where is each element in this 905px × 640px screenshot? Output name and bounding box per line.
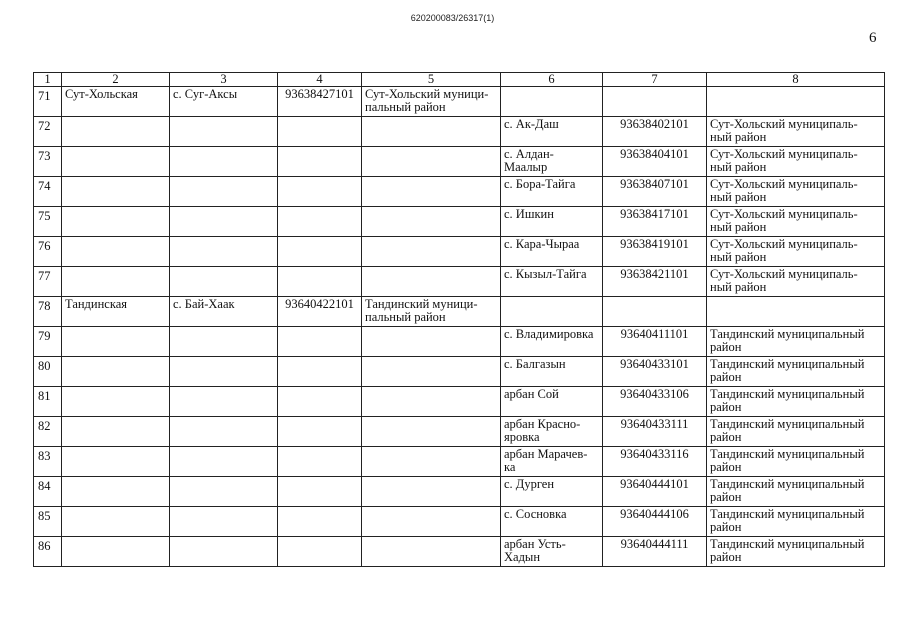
table-cell: 93638402101 [603, 117, 707, 147]
table-cell: Тандинский муниципальный район [707, 357, 885, 387]
table-cell [278, 207, 362, 237]
table-cell [603, 87, 707, 117]
table-cell: 77 [34, 267, 62, 297]
table-cell [362, 327, 501, 357]
table-cell: 72 [34, 117, 62, 147]
table-cell [170, 417, 278, 447]
table-row [34, 387, 885, 417]
table-cell: арбан Марачев- ка [501, 447, 603, 477]
table-row [34, 477, 885, 507]
table-cell [362, 387, 501, 417]
table-cell [62, 237, 170, 267]
table-cell [62, 387, 170, 417]
table-row [34, 177, 885, 207]
table-row [34, 327, 885, 357]
table-cell [278, 357, 362, 387]
table-cell: с. Алдан- Маалыр [501, 147, 603, 177]
table-cell [362, 357, 501, 387]
table-cell [707, 87, 885, 117]
table-cell [501, 87, 603, 117]
table-cell [170, 357, 278, 387]
table-cell: 93638421101 [603, 267, 707, 297]
table-cell: 93640433101 [603, 357, 707, 387]
table-cell [62, 537, 170, 567]
table-cell: Сут-Хольский муници- пальный район [362, 87, 501, 117]
table-row [34, 507, 885, 537]
table-cell [62, 357, 170, 387]
table-cell: 93640422101 [278, 297, 362, 327]
column-header: 8 [707, 73, 885, 87]
column-header: 7 [603, 73, 707, 87]
table-row [34, 417, 885, 447]
table-cell: 71 [34, 87, 62, 117]
table-cell: с. Ишкин [501, 207, 603, 237]
table-cell [501, 297, 603, 327]
table-cell [170, 447, 278, 477]
table-cell: 93638419101 [603, 237, 707, 267]
table-cell [603, 297, 707, 327]
table-cell [62, 267, 170, 297]
table-cell: 93638407101 [603, 177, 707, 207]
document-id: 620200083/26317(1) [410, 13, 495, 23]
table-cell [170, 117, 278, 147]
column-header: 3 [170, 73, 278, 87]
table-cell: с. Владимировка [501, 327, 603, 357]
table-cell: с. Бай-Хаак [170, 297, 278, 327]
table-cell [362, 207, 501, 237]
table-row [34, 537, 885, 567]
table-cell [170, 507, 278, 537]
table-cell: 93640433111 [603, 417, 707, 447]
table-cell: Тандинский муниципальный район [707, 417, 885, 447]
table-cell: Сут-Хольский муниципаль- ный район [707, 147, 885, 177]
table-cell: 78 [34, 297, 62, 327]
table-row [34, 237, 885, 267]
table-cell: 93640433106 [603, 387, 707, 417]
table-cell: Сут-Хольский муниципаль- ный район [707, 117, 885, 147]
table-row [34, 357, 885, 387]
table-cell: Тандинский муниципальный район [707, 387, 885, 417]
table-cell [62, 327, 170, 357]
table-cell [170, 327, 278, 357]
table-cell [278, 267, 362, 297]
table-cell [170, 147, 278, 177]
table-row [34, 447, 885, 477]
table-cell: 84 [34, 477, 62, 507]
table-cell [278, 327, 362, 357]
table-cell: с. Бора-Тайга [501, 177, 603, 207]
table-cell [278, 507, 362, 537]
table-cell: с. Дурген [501, 477, 603, 507]
table-cell: 93640444106 [603, 507, 707, 537]
table-cell [170, 177, 278, 207]
table-cell: Тандинский муниципальный район [707, 327, 885, 357]
table-cell: Сут-Хольская [62, 87, 170, 117]
table-row [34, 117, 885, 147]
table-cell [362, 447, 501, 477]
table-cell: с. Ак-Даш [501, 117, 603, 147]
table-cell [62, 207, 170, 237]
table-cell: арбан Усть- Хадын [501, 537, 603, 567]
table-cell: 82 [34, 417, 62, 447]
table-cell [62, 117, 170, 147]
column-header: 5 [362, 73, 501, 87]
table-cell [362, 537, 501, 567]
table-cell: Тандинский муници- пальный район [362, 297, 501, 327]
table-cell [170, 537, 278, 567]
table-cell: с. Суг-Аксы [170, 87, 278, 117]
column-header: 4 [278, 73, 362, 87]
table-cell [170, 237, 278, 267]
table-cell: 83 [34, 447, 62, 477]
table-cell: Сут-Хольский муниципаль- ный район [707, 207, 885, 237]
table-cell [62, 447, 170, 477]
table-cell [362, 147, 501, 177]
table-cell [362, 177, 501, 207]
table-cell: 93640411101 [603, 327, 707, 357]
table-cell: с. Кара-Чыраа [501, 237, 603, 267]
table-header-row [34, 73, 885, 87]
table-cell [170, 207, 278, 237]
table-cell: Тандинский муниципальный район [707, 507, 885, 537]
table-cell [362, 477, 501, 507]
table-cell: 79 [34, 327, 62, 357]
table-row [34, 147, 885, 177]
page-number: 6 [869, 30, 877, 46]
table-cell: 93640444111 [603, 537, 707, 567]
table-cell: Тандинская [62, 297, 170, 327]
column-header: 6 [501, 73, 603, 87]
table-cell: 73 [34, 147, 62, 177]
table-cell [170, 477, 278, 507]
table-cell: 80 [34, 357, 62, 387]
table-cell: арбан Сой [501, 387, 603, 417]
table-cell [278, 447, 362, 477]
table-cell: 81 [34, 387, 62, 417]
table-cell [278, 237, 362, 267]
table-cell: арбан Красно- яровка [501, 417, 603, 447]
table-cell [362, 117, 501, 147]
table-cell: 86 [34, 537, 62, 567]
table-cell [278, 147, 362, 177]
table-cell [278, 387, 362, 417]
table-cell: 76 [34, 237, 62, 267]
table-cell [62, 177, 170, 207]
table-cell: 93640433116 [603, 447, 707, 477]
table-cell: 93638427101 [278, 87, 362, 117]
table-cell: 93640444101 [603, 477, 707, 507]
table-cell [362, 267, 501, 297]
table-cell [170, 387, 278, 417]
table-cell: Тандинский муниципальный район [707, 477, 885, 507]
table-cell [278, 417, 362, 447]
table-row [34, 267, 885, 297]
column-header: 1 [34, 73, 62, 87]
table-cell [278, 117, 362, 147]
table-cell: Тандинский муниципальный район [707, 447, 885, 477]
table-cell [707, 297, 885, 327]
table-cell: 75 [34, 207, 62, 237]
table-cell: Тандинский муниципальный район [707, 537, 885, 567]
registry-table [33, 72, 885, 567]
table-cell: 93638417101 [603, 207, 707, 237]
table-cell: с. Балгазын [501, 357, 603, 387]
table-cell: Сут-Хольский муниципаль- ный район [707, 267, 885, 297]
table-cell: Сут-Хольский муниципаль- ный район [707, 237, 885, 267]
table-cell [62, 507, 170, 537]
column-header: 2 [62, 73, 170, 87]
table-cell: Сут-Хольский муниципаль- ный район [707, 177, 885, 207]
table-cell [62, 477, 170, 507]
table-cell: 74 [34, 177, 62, 207]
table-cell [278, 537, 362, 567]
table-cell [278, 177, 362, 207]
table-cell [170, 267, 278, 297]
table-cell [362, 507, 501, 537]
table-cell [62, 417, 170, 447]
table-cell: 93638404101 [603, 147, 707, 177]
table-row [34, 297, 885, 327]
table-row [34, 207, 885, 237]
table-cell [362, 237, 501, 267]
table-cell: с. Сосновка [501, 507, 603, 537]
table-cell [62, 147, 170, 177]
table-cell: 85 [34, 507, 62, 537]
table-cell: с. Кызыл-Тайга [501, 267, 603, 297]
table-cell [278, 477, 362, 507]
table-body [34, 87, 885, 567]
table-row [34, 87, 885, 117]
table-cell [362, 417, 501, 447]
